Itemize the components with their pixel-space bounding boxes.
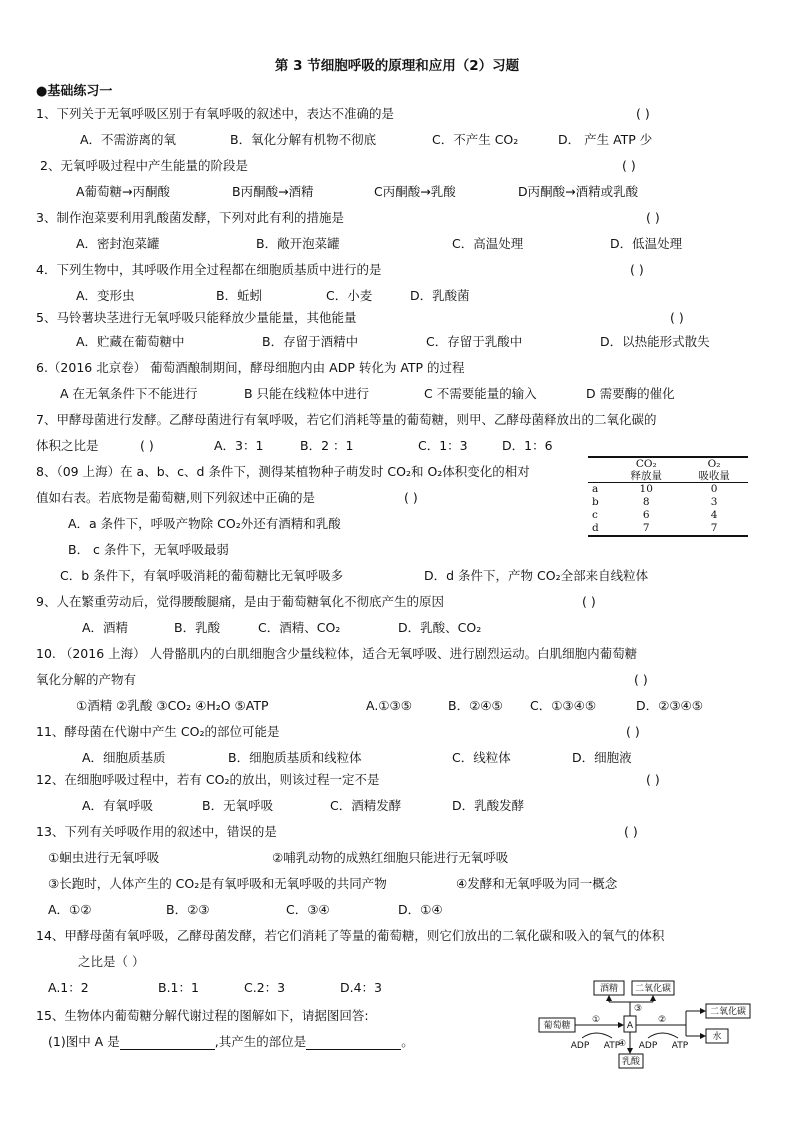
q9-stem: 9、人在繁重劳动后，觉得腰酸腿痛，是由于葡萄糖氧化不彻底产生的原因 — [36, 594, 444, 609]
page-title: 第 3 节细胞呼吸的原理和应用（2）习题 — [274, 58, 520, 74]
q6-option-d[interactable]: D 需要酶的催化 — [586, 386, 675, 401]
table-row-key: d — [588, 522, 612, 536]
atp-curve-1 — [582, 1033, 612, 1038]
q12-option-c[interactable]: C．酒精发酵 — [330, 798, 402, 813]
table-header-o2: O₂ — [680, 457, 748, 470]
q14-option-c[interactable]: C.2：3 — [244, 980, 286, 995]
adp-1-label: ADP — [570, 1041, 590, 1051]
q10-stem-line1: 10. （2016 上海） 人骨骼肌内的白肌细胞含少量线粒体，适合无氧呼吸、进行剧烈运动。白肌细胞内葡萄糖 — [36, 646, 638, 661]
table-cell-o2: 3 — [710, 496, 718, 508]
q1-stem: 1、下列关于无氧呼吸区别于有氧呼吸的叙述中，表达不准确的是 — [36, 106, 394, 121]
q11-option-a[interactable]: A．细胞质基质 — [82, 750, 166, 765]
glucose-metabolism-diagram — [538, 978, 754, 1072]
step-4-label: ④ — [617, 1039, 627, 1049]
q2-option-c[interactable]: C丙酮酸→乳酸 — [374, 184, 456, 199]
q13-statement-4: ④发酵和无氧呼吸为同一概念 — [456, 876, 618, 891]
q3-stem: 3、制作泡菜要利用乳酸菌发酵，下列对此有利的措施是 — [36, 210, 344, 225]
q7-answer-paren[interactable]: ( ) — [140, 438, 154, 453]
q14-stem-line1: 14、甲酵母菌有氧呼吸，乙酵母菌发酵，若它们消耗了等量的葡萄糖，则它们放出的二氧化碳和吸入的氧气的体积 — [36, 928, 665, 943]
q12-option-b[interactable]: B．无氧呼吸 — [202, 798, 274, 813]
q13-stem: 13、下列有关呼吸作用的叙述中，错误的是 — [36, 824, 277, 839]
q10-stem-line2: 氧化分解的产物有 — [36, 672, 137, 687]
q6-option-b[interactable]: B 只能在线粒体中进行 — [244, 386, 370, 401]
q10-option-b[interactable]: B．②④⑤ — [448, 698, 503, 713]
q11-answer-paren[interactable]: ( ) — [626, 724, 640, 739]
q7-option-b[interactable]: B．2 ：1 — [300, 438, 354, 453]
q15-sub1 — [48, 1034, 414, 1050]
q1-answer-paren[interactable]: ( ) — [636, 106, 650, 121]
glucose-label: 葡萄糖 — [543, 1021, 571, 1031]
q1-option-c[interactable]: C．不产生 CO₂ — [432, 132, 519, 147]
q7-option-c[interactable]: C．1：3 — [418, 438, 468, 453]
table-row-key: c — [592, 509, 598, 521]
q15-sub1-prefix: (1)图中 A 是 — [48, 1034, 120, 1049]
q14-option-a[interactable]: A.1：2 — [48, 980, 89, 995]
q14-option-b[interactable]: B.1：1 — [158, 980, 199, 995]
water-label: 水 — [712, 1032, 722, 1042]
q13-statement-3: ③长跑时，人体产生的 CO₂是有氧呼吸和无氧呼吸的共同产物 — [48, 876, 387, 891]
lactic-label: 乳酸 — [621, 1057, 641, 1067]
q15-sub1-mid: ,其产生的部位是 — [214, 1034, 307, 1049]
q9-answer-paren[interactable]: ( ) — [582, 594, 596, 609]
q8-option-d[interactable]: D．d 条件下，产物 CO₂全部来自线粒体 — [424, 568, 649, 583]
q13-statement-2: ②哺乳动物的成熟红细胞只能进行无氧呼吸 — [272, 850, 509, 865]
q2-option-b[interactable]: B丙酮酸→酒精 — [232, 184, 314, 199]
table-row-key: a — [592, 483, 599, 495]
q14-stem-line2: 之比是（ ） — [78, 954, 145, 969]
q7-stem-line2: 体积之比是 — [36, 438, 99, 453]
q9-option-b[interactable]: B．乳酸 — [174, 620, 221, 635]
atp-2-label: ATP — [671, 1041, 689, 1051]
q11-option-c[interactable]: C．线粒体 — [452, 750, 511, 765]
table-header-co2-sub: 释放量 — [612, 470, 680, 483]
table-cell-o2: 7 — [680, 522, 748, 536]
q7-option-a[interactable]: A．3：1 — [214, 438, 264, 453]
table-header-blank — [588, 457, 612, 470]
table-cell-co2: 8 — [642, 496, 650, 508]
q4-stem: 4．下列生物中，其呼吸作用全过程都在细胞质基质中进行的是 — [36, 262, 382, 277]
q14-option-d[interactable]: D.4：3 — [340, 980, 383, 995]
q13-statement-1: ①蛔虫进行无氧呼吸 — [48, 850, 160, 865]
q13-option-b[interactable]: B．②③ — [166, 902, 210, 917]
q4-option-b[interactable]: B．蚯蚓 — [216, 288, 263, 303]
a-label: A — [626, 1021, 634, 1031]
q5-option-c[interactable]: C．存留于乳酸中 — [426, 334, 523, 349]
q12-answer-paren[interactable]: ( ) — [646, 772, 660, 787]
q8-option-b[interactable]: B． c 条件下，无氧呼吸最弱 — [68, 542, 229, 557]
q4-answer-paren[interactable]: ( ) — [630, 262, 644, 277]
q8-option-a[interactable]: A．a 条件下，呼吸产物除 CO₂外还有酒精和乳酸 — [68, 516, 341, 531]
q15-blank-a[interactable] — [120, 1037, 215, 1050]
q12-option-d[interactable]: D．乳酸发酵 — [452, 798, 525, 813]
q12-option-a[interactable]: A．有氧呼吸 — [82, 798, 154, 813]
q5-option-a[interactable]: A．贮藏在葡萄糖中 — [76, 334, 185, 349]
q11-option-b[interactable]: B．细胞质基质和线粒体 — [228, 750, 362, 765]
table-cell-co2: 6 — [642, 509, 650, 521]
q5-stem: 5、马铃薯块茎进行无氧呼吸只能释放少量能量，其他能量 — [36, 310, 357, 325]
q5-option-d[interactable]: D．以热能形式散失 — [600, 334, 710, 349]
co2-right-label: 二氧化碳 — [709, 1007, 747, 1017]
q7-option-d[interactable]: D．1：6 — [502, 438, 553, 453]
q15-stem: 15、生物体内葡萄糖分解代谢过程的图解如下，请据图回答: — [36, 1008, 369, 1023]
step-1-label: ① — [591, 1015, 601, 1025]
q1-option-a[interactable]: A．不需游离的氧 — [80, 132, 177, 147]
table-header-o2-sub: 吸收量 — [680, 470, 748, 483]
q8-answer-paren[interactable]: ( ) — [404, 490, 418, 505]
q5-option-b[interactable]: B．存留于酒精中 — [262, 334, 359, 349]
q7-stem-line1: 7、甲酵母菌进行发酵。乙酵母菌进行有氧呼吸，若它们消耗等量的葡萄糖，则甲、乙酵母菌释放出的二氧化碳的 — [36, 412, 657, 427]
q8-option-c[interactable]: C．b 条件下，有氧呼吸消耗的葡萄糖比无氧呼吸多 — [60, 568, 344, 583]
q5-answer-paren[interactable]: ( ) — [670, 310, 684, 325]
q3-option-a[interactable]: A．密封泡菜罐 — [76, 236, 160, 251]
q4-option-c[interactable]: C．小麦 — [326, 288, 373, 303]
q10-answer-paren[interactable]: ( ) — [634, 672, 648, 687]
table-cell-co2: 10 — [639, 483, 653, 495]
section-heading: ●基础练习一 — [36, 84, 113, 99]
q13-option-c[interactable]: C．③④ — [286, 902, 330, 917]
co2-top-label: 二氧化碳 — [634, 984, 672, 994]
table-header-co2: CO₂ — [612, 457, 680, 470]
q1-option-d[interactable]: D． 产生 ATP 少 — [558, 132, 653, 147]
table-cell-o2: 0 — [710, 483, 718, 495]
table-cell-co2: 7 — [612, 522, 680, 536]
q8-data-table — [588, 456, 748, 537]
q11-stem: 11、酵母菌在代谢中产生 CO₂的部位可能是 — [36, 724, 280, 739]
q2-option-a[interactable]: A葡萄糖→丙酮酸 — [76, 184, 171, 199]
q13-option-d[interactable]: D．①④ — [398, 902, 443, 917]
q3-option-c[interactable]: C．高温处理 — [452, 236, 524, 251]
q1-option-b[interactable]: B．氧化分解有机物不彻底 — [230, 132, 377, 147]
q8-stem-line1: 8、（09 上海）在 a、b、c、d 条件下，测得某植物种子萌发时 CO₂和 O₂体积变化的相对 — [36, 464, 530, 479]
q6-stem: 6.（2016 北京卷） 葡萄酒酿制期间，酵母细胞内由 ADP 转化为 ATP 的过程 — [36, 360, 465, 375]
q3-option-d[interactable]: D．低温处理 — [610, 236, 683, 251]
q10-option-a[interactable]: A.①③⑤ — [366, 698, 412, 713]
q10-option-d[interactable]: D．②③④⑤ — [636, 698, 703, 713]
q3-option-b[interactable]: B．敞开泡菜罐 — [256, 236, 340, 251]
q12-stem: 12、在细胞呼吸过程中，若有 CO₂的放出，则该过程一定不是 — [36, 772, 380, 787]
q13-answer-paren[interactable]: ( ) — [624, 824, 638, 839]
q6-option-a[interactable]: A 在无氧条件下不能进行 — [60, 386, 198, 401]
q6-option-c[interactable]: C 不需要能量的输入 — [424, 386, 537, 401]
table-header-blank2 — [588, 470, 612, 483]
q2-answer-paren[interactable]: ( ) — [622, 158, 636, 173]
q10-option-c[interactable]: C．①③④⑤ — [530, 698, 597, 713]
step-2-label: ② — [657, 1015, 667, 1025]
q4-option-d[interactable]: D．乳酸菌 — [410, 288, 470, 303]
q13-option-a[interactable]: A．①② — [48, 902, 92, 917]
q9-option-c[interactable]: C．酒精、CO₂ — [258, 620, 341, 635]
q4-option-a[interactable]: A．变形虫 — [76, 288, 135, 303]
q10-items: ①酒精 ②乳酸 ③CO₂ ④H₂O ⑤ATP — [76, 698, 269, 713]
q15-sub1-end: 。 — [401, 1034, 414, 1049]
atp-curve-2 — [648, 1033, 678, 1038]
q2-stem: 2、无氧呼吸过程中产生能量的阶段是 — [40, 158, 248, 173]
q15-blank-location[interactable] — [306, 1037, 401, 1050]
adp-2-label: ADP — [638, 1041, 658, 1051]
q8-stem-line2: 值如右表。若底物是葡萄糖,则下列叙述中正确的是 — [36, 490, 315, 505]
alcohol-label: 酒精 — [599, 984, 619, 994]
q2-option-d[interactable]: D丙酮酸→酒精或乳酸 — [518, 184, 639, 199]
atp-1-label: ATP — [603, 1041, 621, 1051]
q3-answer-paren[interactable]: ( ) — [646, 210, 660, 225]
table-row-key: b — [592, 496, 599, 508]
q11-option-d[interactable]: D．细胞液 — [572, 750, 632, 765]
q9-option-d[interactable]: D．乳酸、CO₂ — [398, 620, 482, 635]
table-cell-o2: 4 — [710, 509, 718, 521]
step-3-label: ③ — [633, 1004, 643, 1014]
q9-option-a[interactable]: A．酒精 — [82, 620, 129, 635]
